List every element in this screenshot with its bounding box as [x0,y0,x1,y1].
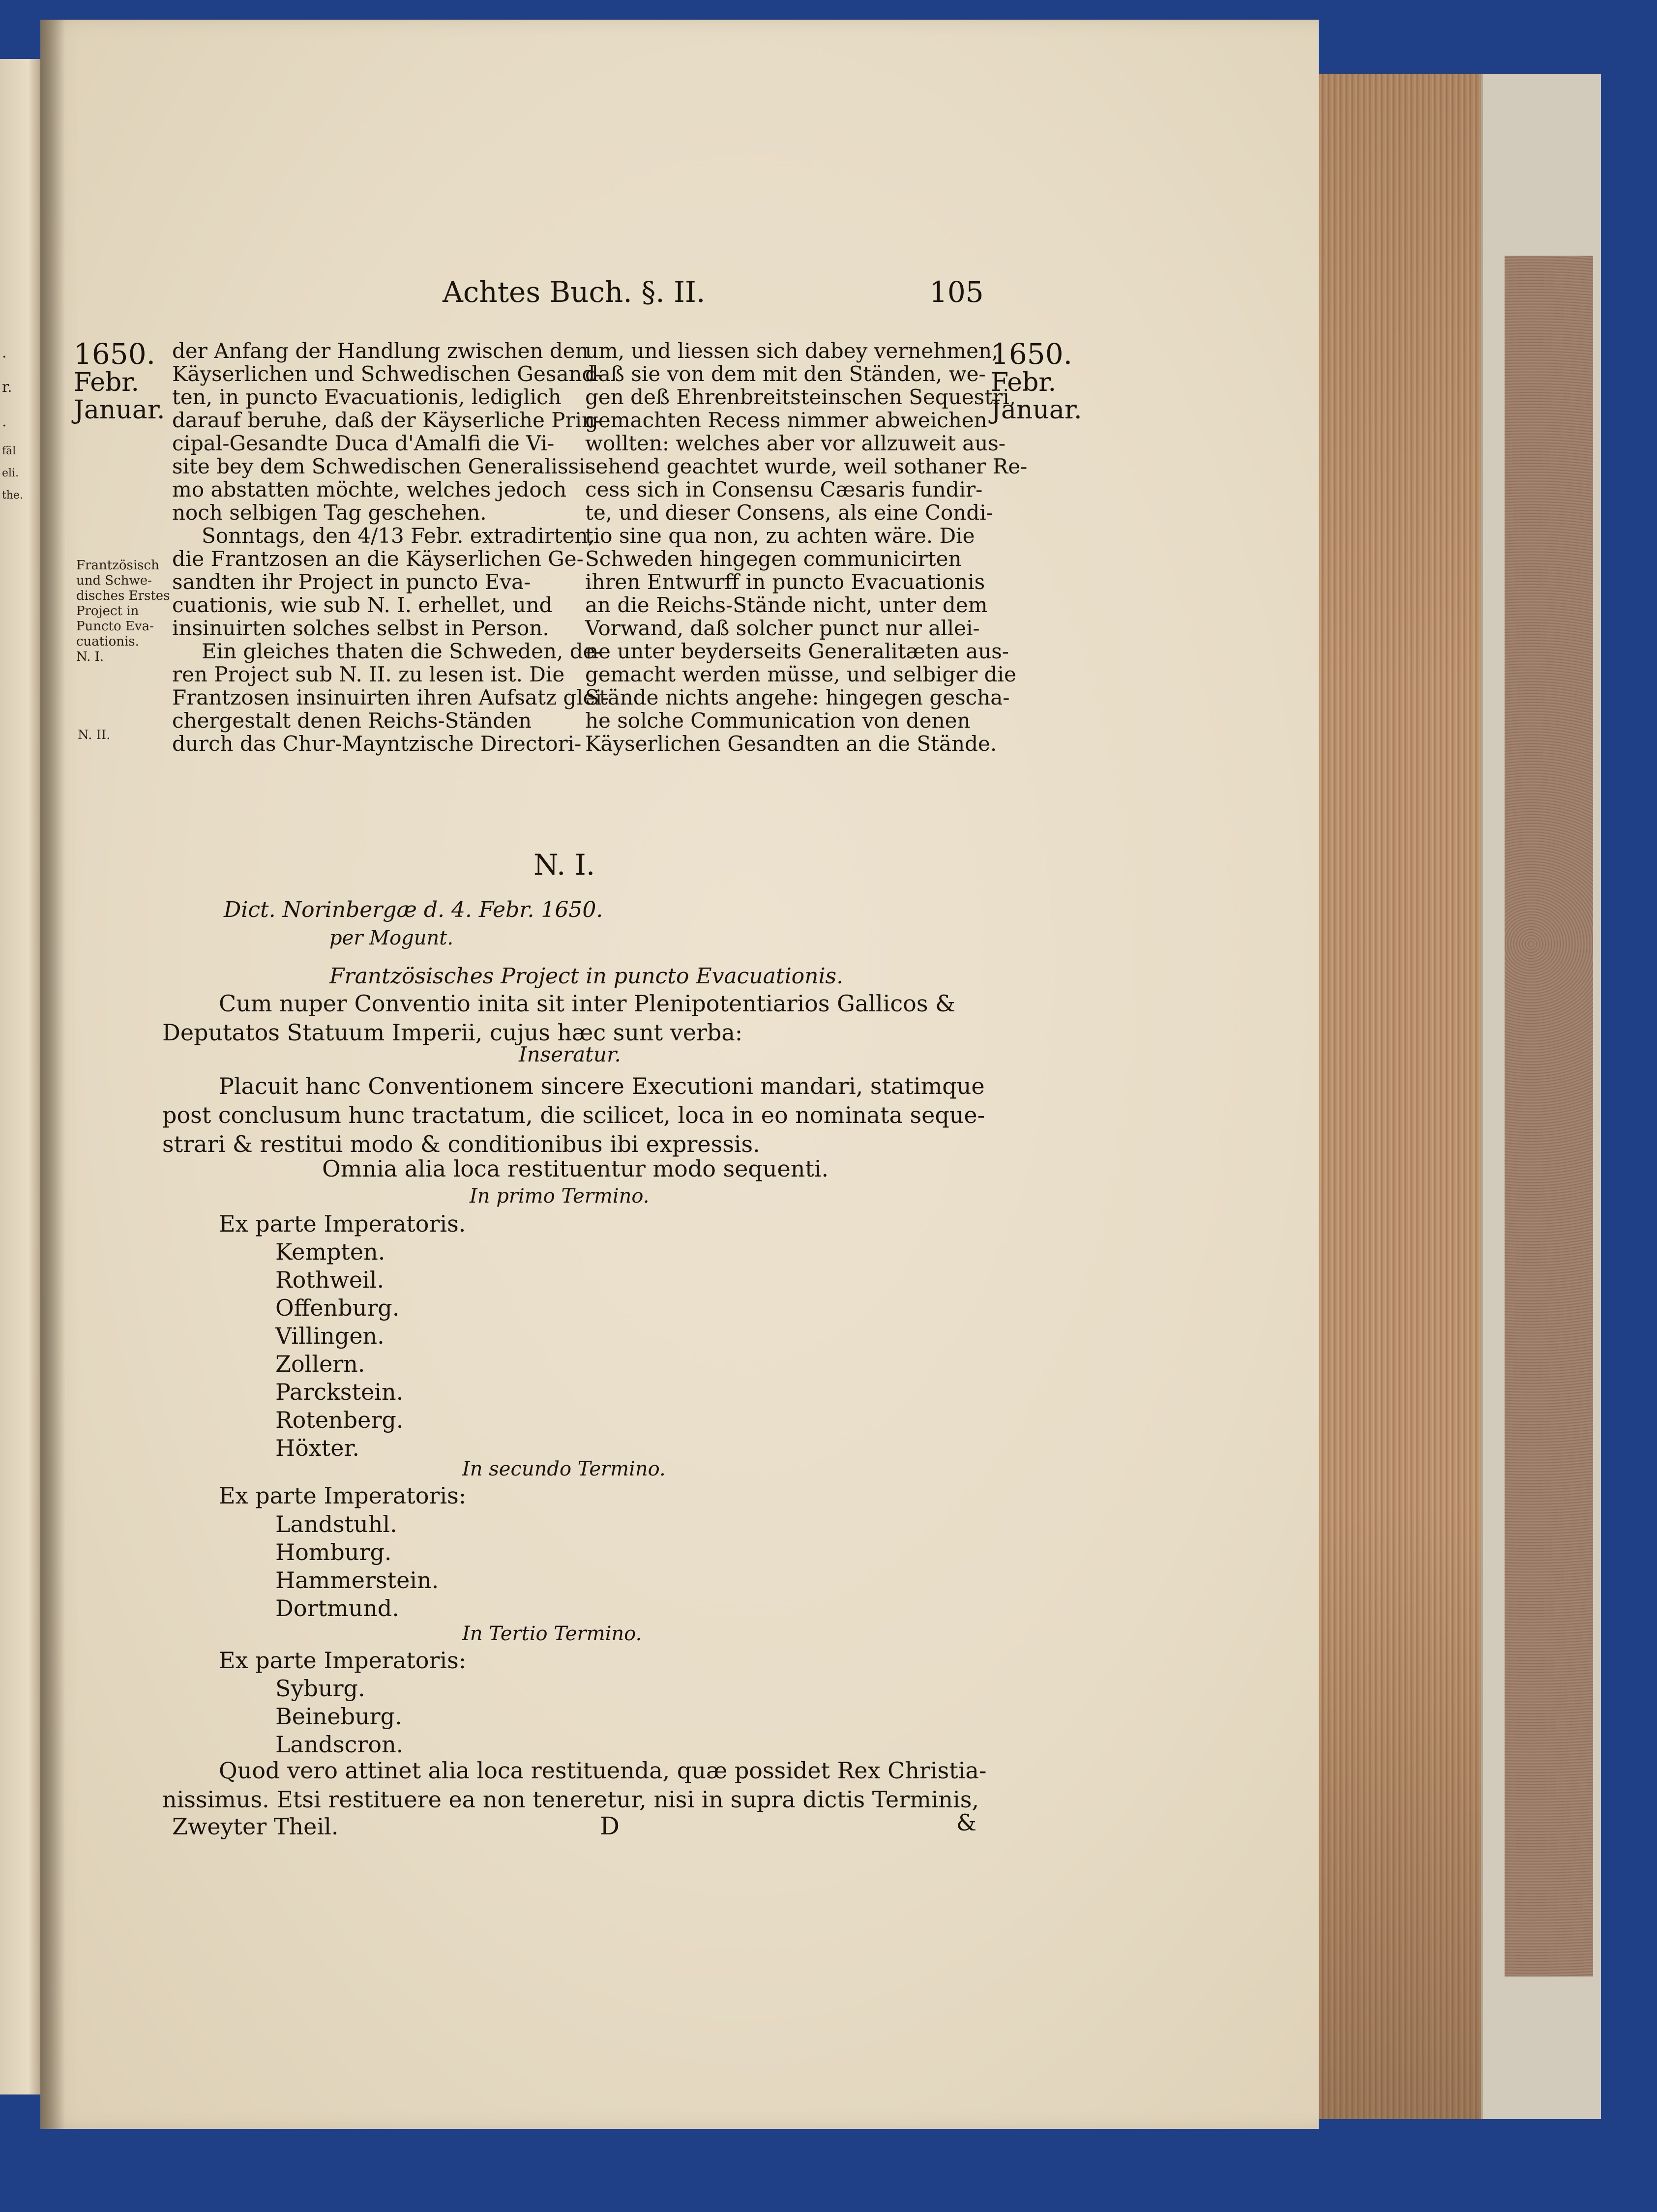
text-line: sehend geachtet wurde, weil sothaner Re- [585,454,1028,478]
text-line: darauf beruhe, daß der Käyserliche Prin- [172,408,602,432]
term-heading: In Tertio Termino. [462,1622,642,1645]
ex-parte-heading: Ex parte Imperatoris: [219,1482,467,1509]
text-line: cess sich in Consensu Cæsaris fundir- [585,477,983,501]
text-line: site bey dem Schwedischen Generalissi- [172,454,592,478]
text-line: Cum nuper Conventio inita sit inter Plenipotentiarios Gallicos & [219,990,956,1017]
previous-page-edge [0,59,40,2094]
text-line: Schweden hingegen communicirten [585,547,962,571]
text-line: ten, in puncto Evacuationis, lediglich [172,385,562,409]
text-line: Sonntags, den 4/13 Febr. extradirten, [202,524,594,548]
text-line: Deputatos Statuum Imperii, cujus hæc sunt verba: [162,1019,743,1046]
running-title: Achtes Buch. §. II. [443,275,706,309]
margin-note-line: Frantzösisch [76,558,159,573]
margin-month: Febr. [991,368,1056,397]
ex-parte-heading: Ex parte Imperatoris: [219,1647,467,1674]
text-line: he solche Communication von denen [585,708,971,733]
list-item: Beineburg. [275,1703,402,1730]
list-item: Homburg. [275,1539,392,1565]
text-line: Ein gleiches thaten die Schweden, de- [202,639,602,663]
text-line: noch selbigen Tag geschehen. [172,501,487,525]
margin-year: 1650. [74,337,156,371]
prev-page-fragment: . [2,413,7,430]
places-list [275,1675,403,1759]
term-heading: In primo Termino. [470,1185,650,1208]
paragraph [162,1072,985,1159]
list-item: Syburg. [275,1675,365,1702]
section-heading: N. I. [533,848,595,882]
text-line: durch das Chur-Mayntzische Directori- [172,732,582,756]
text-line: cuationis, wie sub N. I. erhellet, und [172,593,553,617]
places-list [275,1510,439,1622]
text-line: Käyserlichen Gesandten an die Stände. [585,732,997,756]
list-item: Landscron. [275,1731,404,1758]
dictation-line: Dict. Norinbergæ d. 4. Febr. 1650. [224,897,603,922]
text-line: gemachten Recess nimmer abweichen [585,408,987,432]
text-line: Stände nichts angehe: hingegen gescha- [585,685,1010,709]
dictation-line: per Mogunt. [329,927,454,949]
marbled-cover [1505,256,1593,1976]
list-item: Rothweil. [275,1267,385,1293]
text-line: Omnia alia loca restituentur modo sequenti. [322,1155,829,1182]
prev-page-fragment: . [2,344,7,361]
text-line: Frantzosen insinuirten ihren Aufsatz glei- [172,685,609,709]
margin-reference: N. II. [78,728,111,742]
list-item: Rotenberg. [275,1407,404,1433]
text-line: post conclusum hunc tractatum, die scilicet, loca in eo nominata seque- [162,1102,985,1128]
text-line: chergestalt denen Reichs-Ständen [172,708,532,733]
text-line: mo abstatten möchte, welches jedoch [172,477,567,501]
margin-year: 1650. [991,337,1073,371]
margin-note-line: Puncto Eva- [76,619,154,634]
signature-line: Zweyter Theil. [172,1813,339,1840]
page-number: 105 [929,275,984,309]
prev-page-fragment: the. [2,489,24,501]
margin-month: Januar. [74,395,165,425]
text-column-right [585,339,1027,755]
text-line: sandten ihr Project in puncto Eva- [172,570,531,594]
text-line: wollten: welches aber vor allzuweit aus- [585,431,1006,455]
margin-note-line: cuationis. [76,634,139,649]
text-line: ren Project sub N. II. zu lesen ist. Die [172,662,565,686]
ex-parte-heading: Ex parte Imperatoris. [219,1210,466,1237]
text-line: die Frantzosen an die Käyserlichen Ge- [172,547,584,571]
text-line: Placuit hanc Conventionem sincere Executioni mandari, statimque [219,1073,985,1099]
text-line: der Anfang der Handlung zwischen den [172,339,589,363]
margin-note-line: und Schwe- [76,573,152,588]
catchword: & [956,1809,976,1836]
inseratur-note: Inseratur. [519,1042,621,1066]
paragraph [162,989,955,1047]
list-item: Landstuhl. [275,1511,397,1537]
list-item: Kempten. [275,1239,385,1265]
text-line: gemacht werden müsse, und selbiger die [585,662,1016,686]
text-line: nissimus. Etsi restituere ea non teneretur, nisi in supra dictis Terminis, [162,1786,979,1813]
list-item: Villingen. [275,1323,385,1349]
left-margin-note [76,558,170,665]
list-item: Parckstein. [275,1379,404,1405]
margin-note-line: disches Erstes [76,589,170,603]
text-line: cipal-Gesandte Duca d'Amalfi die Vi- [172,431,555,455]
left-margin [74,339,165,424]
text-line: tio sine qua non, zu achten wäre. Die [585,524,975,548]
prev-page-fragment: eli. [2,467,19,479]
text-line: Käyserlichen und Schwedischen Gesand- [172,362,602,386]
page-block-shading [1319,74,1481,2119]
text-column-left [172,339,609,755]
text-line: Quod vero attinet alia loca restituenda, quæ possidet Rex Christia- [219,1757,987,1784]
text-line: daß sie von dem mit den Ständen, we- [585,362,986,386]
text-line: gen deß Ehrenbreitsteinschen Sequestri, [585,385,1016,409]
document-title: Frantzösisches Project in puncto Evacuationis. [329,964,844,989]
text-line: strari & restitui modo & conditionibus ibi expressis. [162,1131,760,1157]
margin-month: Januar. [991,395,1082,425]
list-item: Höxter. [275,1435,360,1461]
margin-note-line: N. I. [76,649,104,664]
text-line: Vorwand, daß solcher punct nur allei- [585,616,980,640]
prev-page-fragment: fäl [2,445,16,457]
text-line: ihren Entwurff in puncto Evacuationis [585,570,985,594]
prev-page-fragment: r. [2,379,12,396]
term-heading: In secundo Termino. [462,1458,666,1480]
page-gutter-shadow [40,20,65,2129]
paragraph [162,1756,986,1814]
text-line: insinuirten solches selbst in Person. [172,616,549,640]
text-line: um, und liessen sich dabey vernehmen, [585,339,999,363]
list-item: Offenburg. [275,1295,400,1321]
margin-note-line: Project in [76,604,139,619]
text-line: ne unter beyderseits Generalitæten aus- [585,639,1009,663]
signature-letter: D [600,1812,620,1840]
places-list [275,1238,403,1462]
text-line: an die Reichs-Stände nicht, unter dem [585,593,988,617]
list-item: Hammerstein. [275,1567,439,1593]
margin-month: Febr. [74,368,139,397]
list-item: Zollern. [275,1351,365,1377]
text-line: te, und dieser Consens, als eine Condi- [585,501,993,525]
list-item: Dortmund. [275,1595,399,1622]
